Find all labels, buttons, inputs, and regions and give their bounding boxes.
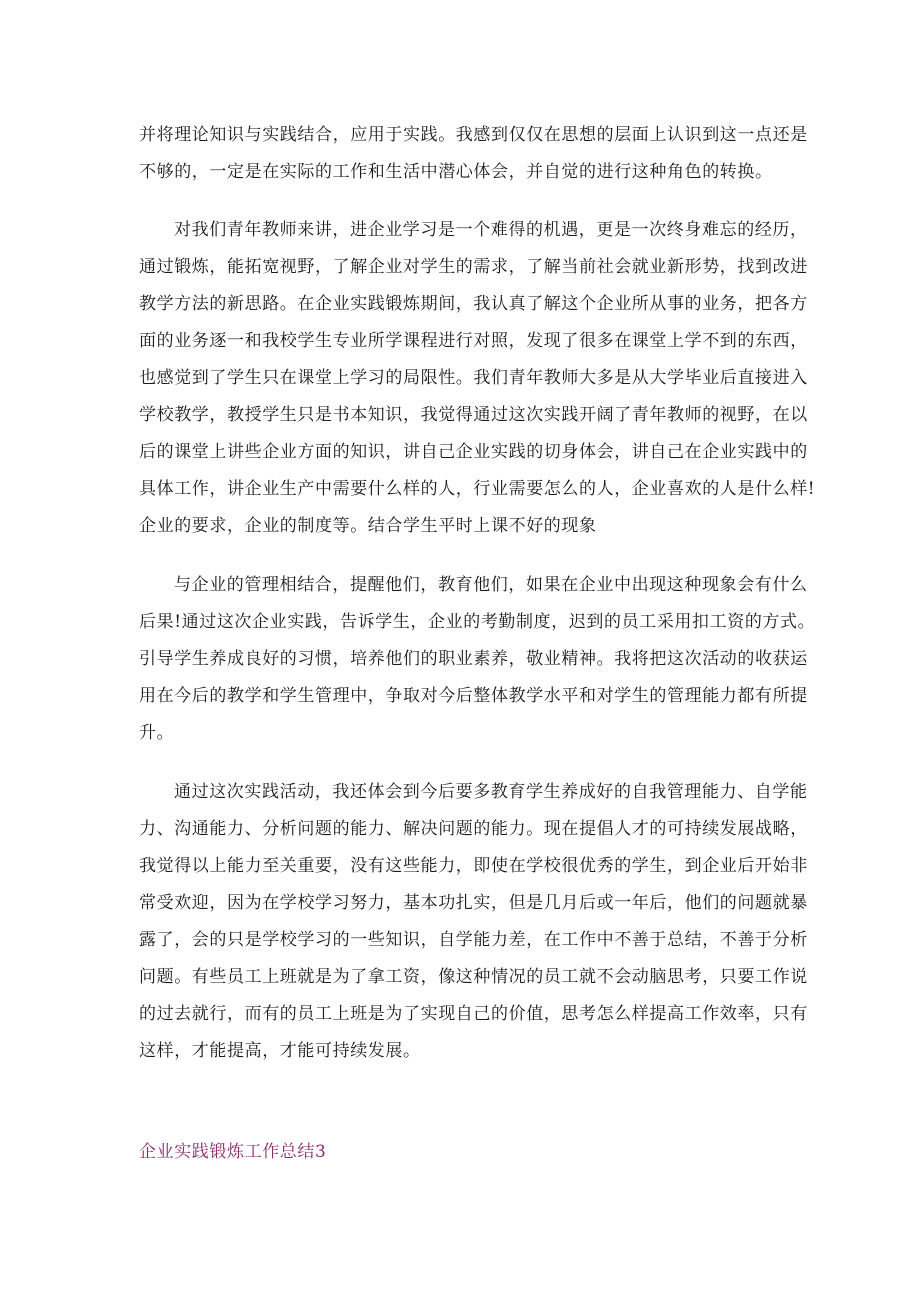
paragraph-2-line-7: 后的课堂上讲些企业方面的知识，讲自己企业实践的切身体会，讲自己在企业实践中的 [139,442,808,462]
paragraph-4-line-2: 力、沟通能力、分析问题的能力、解决问题的能力。现在提倡人才的可持续发展战略， [139,819,808,839]
paragraph-2-line-1: 对我们青年教师来讲，进企业学习是一个难得的机遇，更是一次终身难忘的经历， [174,220,808,240]
paragraph-3-line-3: 引导学生养成良好的习惯，培养他们的职业素养，敬业精神。我将把这次活动的收获运 [139,649,808,669]
paragraph-4-line-8: 这样，才能提高，才能可持续发展。 [139,1041,421,1061]
paragraph-1-line-2: 不够的，一定是在实际的工作和生活中潜心体会，并自觉的进行这种角色的转换。 [139,162,773,182]
paragraph-4-line-4: 常受欢迎，因为在学校学习努力，基本功扎实，但是几月后或一年后，他们的问题就暴 [139,893,808,913]
paragraph-2-line-6: 学校教学，教授学生只是书本知识，我觉得通过这次实践开阔了青年教师的视野，在以 [139,405,808,425]
paragraph-4-line-5: 露了，会的只是学校学习的一些知识，自学能力差，在工作中不善于总结，不善于分析 [139,930,808,950]
paragraph-3-line-5: 升。 [139,723,175,743]
paragraph-4-line-6: 问题。有些员工上班就是为了拿工资，像这种情况的员工就不会动脑思考，只要工作说 [139,967,808,987]
paragraph-2-line-9: 企业的要求，企业的制度等。结合学生平时上课不好的现象 [139,516,597,536]
paragraph-2-line-2: 通过锻炼，能拓宽视野，了解企业对学生的需求，了解当前社会就业新形势，找到改进 [139,257,808,277]
paragraph-4-line-3: 我觉得以上能力至关重要，没有这些能力，即使在学校很优秀的学生，到企业后开始非 [139,856,808,876]
paragraph-2-line-4: 面的业务逐一和我校学生专业所学课程进行对照，发现了很多在课堂上学不到的东西， [139,331,808,351]
paragraph-2-line-8: 具体工作，讲企业生产中需要什么样的人，行业需要怎么的人，企业喜欢的人是什么样! [139,479,816,499]
paragraph-3-line-1: 与企业的管理相结合，提醒他们，教育他们，如果在企业中出现这种现象会有什么 [174,575,808,595]
paragraph-2-line-3: 教学方法的新思路。在企业实践锻炼期间，我认真了解这个企业所从事的业务，把各方 [139,294,808,314]
paragraph-2-line-5: 也感觉到了学生只在课堂上学习的局限性。我们青年教师大多是从大学毕业后直接进入 [139,368,808,388]
section-heading: 企业实践锻炼工作总结3 [139,1142,327,1162]
paragraph-3-line-4: 用在今后的教学和学生管理中，争取对今后整体教学水平和对学生的管理能力都有所提 [139,686,808,706]
paragraph-3-line-2: 后果!通过这次企业实践，告诉学生，企业的考勤制度，迟到的员工采用扣工资的方式。 [139,612,816,632]
paragraph-4-line-7: 的过去就行，而有的员工上班是为了实现自己的价值，思考怎么样提高工作效率，只有 [139,1004,808,1024]
paragraph-4-line-1: 通过这次实践活动，我还体会到今后要多教育学生养成好的自我管理能力、自学能 [174,782,808,802]
paragraph-1-line-1: 并将理论知识与实践结合，应用于实践。我感到仅仅在思想的层面上认识到这一点还是 [139,125,808,145]
